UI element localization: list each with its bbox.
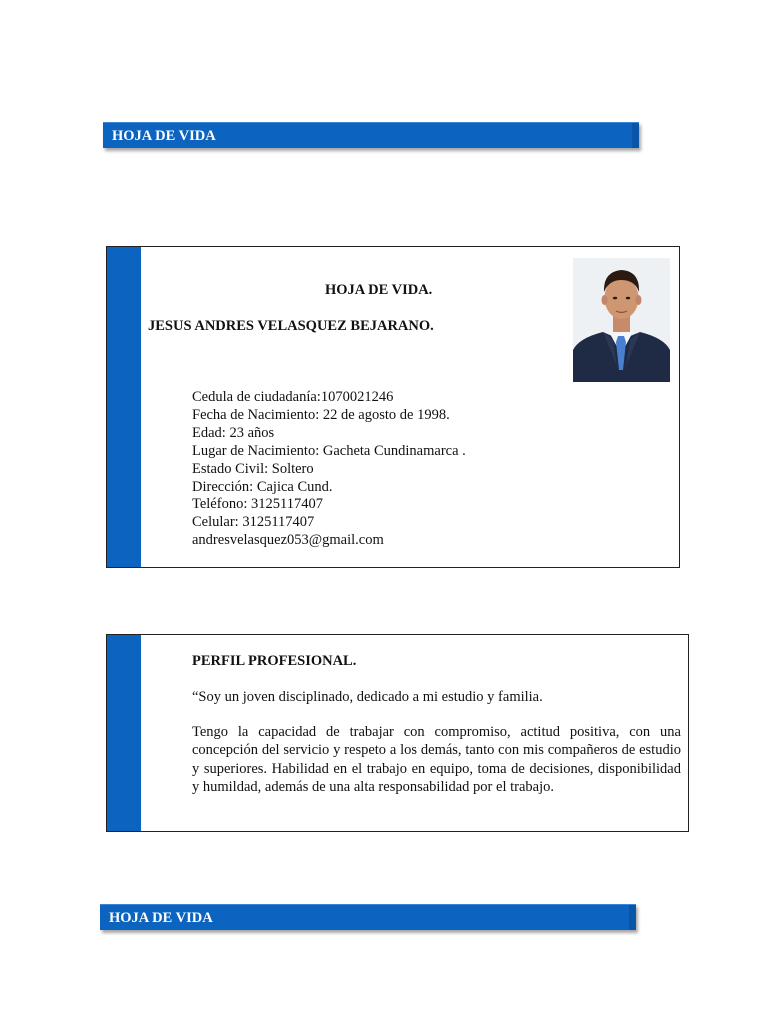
detail-birth-place: Lugar de Nacimiento: Gacheta Cundinamarca .: [192, 442, 466, 459]
detail-mobile: Celular: 3125117407: [192, 514, 315, 531]
professional-profile-card: [106, 634, 689, 832]
profile-photo: [573, 258, 670, 382]
detail-phone: Teléfono: 3125117407: [192, 496, 323, 513]
detail-id-number: Cedula de ciudadanía:1070021246: [192, 389, 394, 405]
banner-title: HOJA DE VIDA: [109, 910, 213, 926]
banner-end-cap: [632, 123, 639, 148]
detail-birth-date: Fecha de Nacimiento: 22 de agosto de 1998.: [192, 406, 450, 423]
portrait-illustration: [573, 258, 670, 382]
detail-marital-status: Estado Civil: Soltero: [192, 460, 314, 477]
profile-quote: “Soy un joven disciplinado, dedicado a mi estudio y familia.: [192, 689, 543, 705]
banner-title: HOJA DE VIDA: [112, 128, 216, 144]
document-title: HOJA DE VIDA.: [325, 282, 433, 298]
profile-heading: PERFIL PROFESIONAL.: [192, 653, 357, 669]
personal-details-list: [192, 389, 466, 550]
personal-info-card: [106, 246, 680, 568]
card-accent-stripe: [107, 247, 141, 567]
card-accent-stripe: [107, 635, 141, 831]
detail-email: andresvelasquez053@gmail.com: [192, 532, 384, 549]
full-name: JESUS ANDRES VELASQUEZ BEJARANO.: [148, 318, 434, 334]
detail-age: Edad: 23 años: [192, 424, 275, 441]
banner-end-cap: [629, 905, 636, 930]
header-banner-bottom: [100, 904, 636, 930]
profile-body: Tengo la capacidad de trabajar con compromiso, actitud positiva, con una concepción del servicio y respeto a los demás, tanto con mis compañeros de estudio y superiores. Habilidad en el trabajo en equipo, toma de decisiones, disponibilidad y humildad, además de una alta responsabilidad por el trabajo.: [192, 724, 681, 796]
detail-address: Dirección: Cajica Cund.: [192, 478, 333, 495]
header-banner-top: [103, 122, 639, 148]
